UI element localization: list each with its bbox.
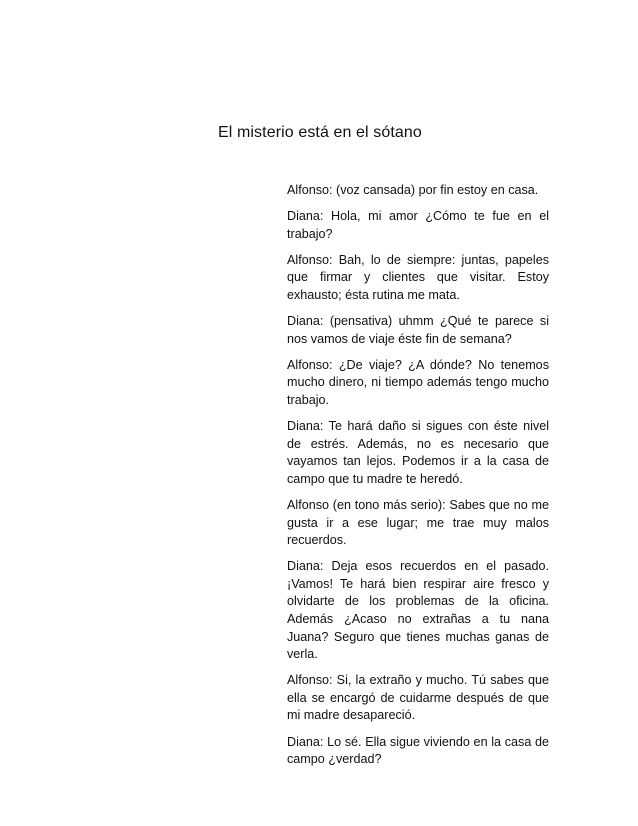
dialogue-line: Diana: Lo sé. Ella sigue viviendo en la casa de campo ¿verdad? <box>287 734 549 767</box>
dialogue-line: Diana: Hola, mi amor ¿Cómo te fue en el trabajo? <box>287 209 549 241</box>
dialogue-line: Diana: (pensativa) uhmm ¿Qué te parece si nos vamos de viaje éste fin de semana? <box>287 314 549 346</box>
dialogue-line: Diana: Deja esos recuerdos en el pasado. ¡Vamos! Te hará bien respirar aire fresco y olvidarte de los problemas de la oficina. Además ¿Acaso no extrañas a tu nana Juana? Seguro que tienes muchas ganas de verla. <box>287 559 549 662</box>
dialogue-line: Alfonso: Bah, lo de siempre: juntas, papeles que firmar y clientes que visitar. Estoy exhausto; ésta rutina me mata. <box>287 252 549 302</box>
dialogue-line: Alfonso: (voz cansada) por fin estoy en casa. <box>287 183 539 197</box>
dialogue-line: Alfonso: ¿De viaje? ¿A dónde? No tenemos mucho dinero, ni tiempo además tengo mucho trabajo. <box>287 357 549 407</box>
dialogue-line: Alfonso: Si, la extraño y mucho. Tú sabes que ella se encargó de cuidarme después de que mi madre desapareció. <box>287 673 549 723</box>
document-title: El misterio está en el sótano <box>218 124 422 141</box>
dialogue-body <box>287 182 549 769</box>
dialogue-line: Alfonso (en tono más serio): Sabes que no me gusta ir a ese lugar; me trae muy malos recuerdos. <box>287 497 549 548</box>
dialogue-line: Diana: Te hará daño si sigues con éste nivel de estrés. Además, no es necesario que vayamos tan lejos. Podemos ir a la casa de campo que tu madre te heredó. <box>287 419 549 486</box>
